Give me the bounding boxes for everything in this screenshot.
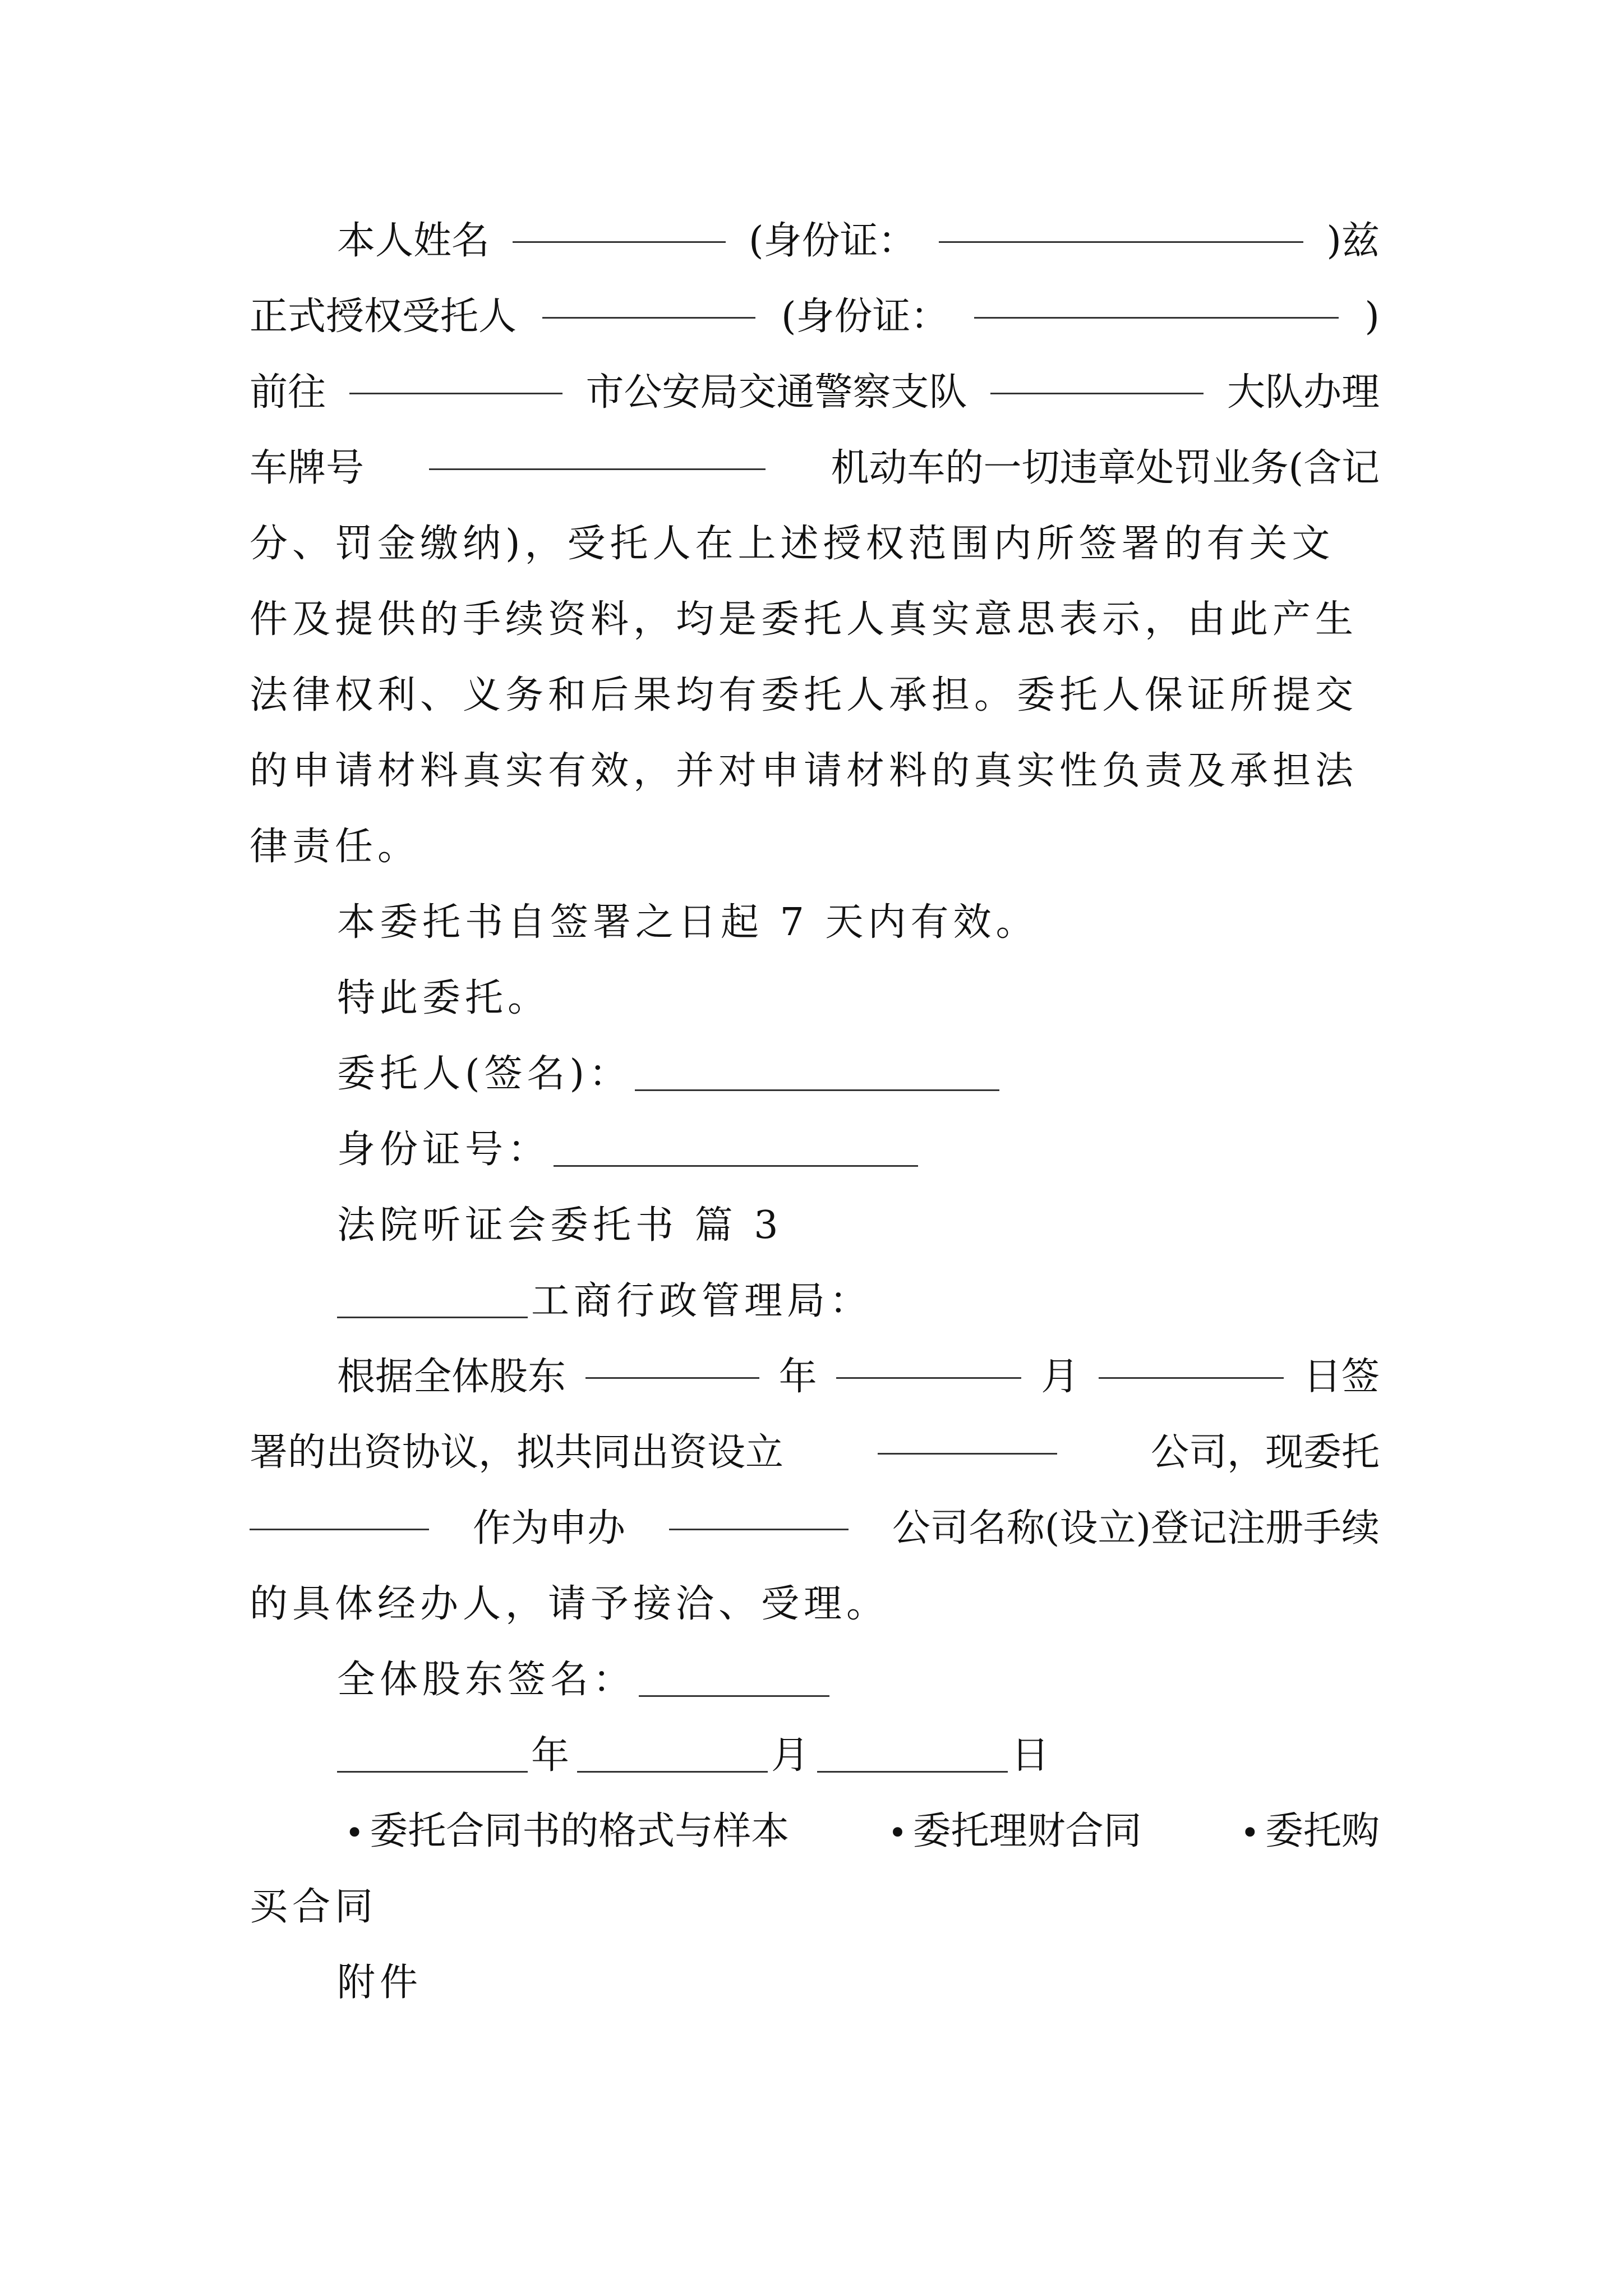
closing-text: 特此委托。 xyxy=(337,976,551,1020)
section-title: 法院听证会委托书 篇 3 xyxy=(337,1203,783,1248)
applicant-text: 作为申办 xyxy=(472,1506,625,1550)
bureau-blank[interactable] xyxy=(337,1278,528,1318)
validity-text: 本委托书自签署之日起 7 天内有效。 xyxy=(337,900,1039,945)
go-to-label: 前往 xyxy=(250,370,326,415)
paragraph1-line7: 法律权利、义务和后果均有委托人承担。委托人保证所提交 xyxy=(250,673,1358,717)
addressee-row xyxy=(250,1263,1380,1339)
registration-text: 公司名称(设立)登记注册手续 xyxy=(892,1506,1380,1550)
paragraph1-line5: 分、罚金缴纳)，受托人在上述授权范围内所签署的有关文 xyxy=(250,522,1335,566)
year-blank[interactable] xyxy=(585,1339,759,1379)
city-blank[interactable] xyxy=(349,355,562,394)
agent-label: 正式授权受托人 xyxy=(250,295,517,339)
related-link-1[interactable]: • 委托合同书的格式与样本 xyxy=(345,1793,789,1869)
traffic-police-label: 市公安局交通警察支队 xyxy=(585,370,967,415)
shareholders-intro: 根据全体股东 xyxy=(337,1355,566,1399)
related-link-2[interactable]: • 委托理财合同 xyxy=(888,1793,1141,1869)
paragraph2-line1 xyxy=(250,1339,1380,1415)
addressee-label: 工商行政管理局： xyxy=(531,1279,873,1323)
date-day-label: 日 xyxy=(1011,1733,1054,1778)
paragraph2-line3 xyxy=(250,1490,1380,1566)
paragraph1-line8: 的申请材料真实有效，并对申请材料的真实性负责及承担法 xyxy=(250,749,1358,793)
paragraph1-line2-end: ) xyxy=(1364,295,1380,339)
plate-blank[interactable] xyxy=(429,430,766,470)
brigade-blank[interactable] xyxy=(990,355,1204,394)
agreement-text: 署的出资协议，拟共同出资设立 xyxy=(250,1430,784,1475)
attachment-label: 附件 xyxy=(337,1961,423,2005)
date-year-blank[interactable] xyxy=(337,1733,528,1773)
document-body xyxy=(250,203,1380,2021)
id-number-blank[interactable] xyxy=(554,1127,918,1167)
paragraph1-line2 xyxy=(250,279,1380,355)
paragraph1-line9: 律责任。 xyxy=(250,825,421,869)
signer-blank[interactable] xyxy=(635,1051,999,1091)
shareholders-row xyxy=(250,1642,1380,1718)
principal-id-label: (身份证： xyxy=(748,219,916,263)
bullet-icon: • xyxy=(1240,1814,1260,1852)
agent-id-label: (身份证： xyxy=(781,295,949,339)
shareholders-blank[interactable] xyxy=(639,1657,829,1697)
company-name-blank[interactable] xyxy=(669,1490,849,1530)
paragraph1-line1-end: )兹 xyxy=(1326,219,1380,263)
paragraph2-line4: 的具体经办人，请予接洽、受理。 xyxy=(250,1582,889,1626)
id-number-label: 身份证号： xyxy=(337,1128,551,1172)
principal-name-label: 本人姓名 xyxy=(337,219,490,263)
date-row xyxy=(250,1718,1380,1793)
date-day-blank[interactable] xyxy=(817,1733,1008,1773)
agent-blank[interactable] xyxy=(250,1490,429,1530)
paragraph1-line4 xyxy=(250,430,1380,506)
company-blank[interactable] xyxy=(878,1415,1057,1455)
paragraph1-line6: 件及提供的手续资料，均是委托人真实意思表示，由此产生 xyxy=(250,597,1358,642)
entrust-text: 公司，现委托 xyxy=(1150,1430,1380,1475)
paragraph2-line2 xyxy=(250,1415,1380,1490)
day-blank[interactable] xyxy=(1099,1339,1284,1379)
principal-name-blank[interactable] xyxy=(513,203,726,243)
bullet-icon: • xyxy=(345,1814,365,1852)
brigade-label: 大队办理 xyxy=(1227,370,1380,415)
vehicle-business-text: 机动车的一切违章处罚业务(含记 xyxy=(831,446,1380,490)
date-year-label: 年 xyxy=(531,1733,574,1778)
signer-row xyxy=(250,1036,1380,1112)
signer-label: 委托人(签名)： xyxy=(337,1052,632,1096)
related-links-row xyxy=(250,1793,1380,1869)
year-label: 年 xyxy=(778,1355,817,1399)
date-month-blank[interactable] xyxy=(577,1733,768,1773)
id-number-row xyxy=(250,1112,1380,1188)
agent-name-blank[interactable] xyxy=(542,279,755,319)
bullet-icon: • xyxy=(888,1814,907,1852)
paragraph1-line3 xyxy=(250,355,1380,430)
related-link-3[interactable]: • 委托购 xyxy=(1241,1793,1380,1869)
agent-id-blank[interactable] xyxy=(974,279,1339,319)
month-label: 月 xyxy=(1041,1355,1080,1399)
day-label: 日签 xyxy=(1303,1355,1380,1399)
related-link-3-continued[interactable]: 买合同 xyxy=(250,1885,378,1929)
principal-id-blank[interactable] xyxy=(939,203,1303,243)
shareholders-label: 全体股东签名： xyxy=(337,1658,636,1702)
date-month-label: 月 xyxy=(771,1733,814,1778)
month-blank[interactable] xyxy=(836,1339,1021,1379)
plate-label: 车牌号 xyxy=(250,446,365,490)
paragraph1-line1 xyxy=(250,203,1380,279)
